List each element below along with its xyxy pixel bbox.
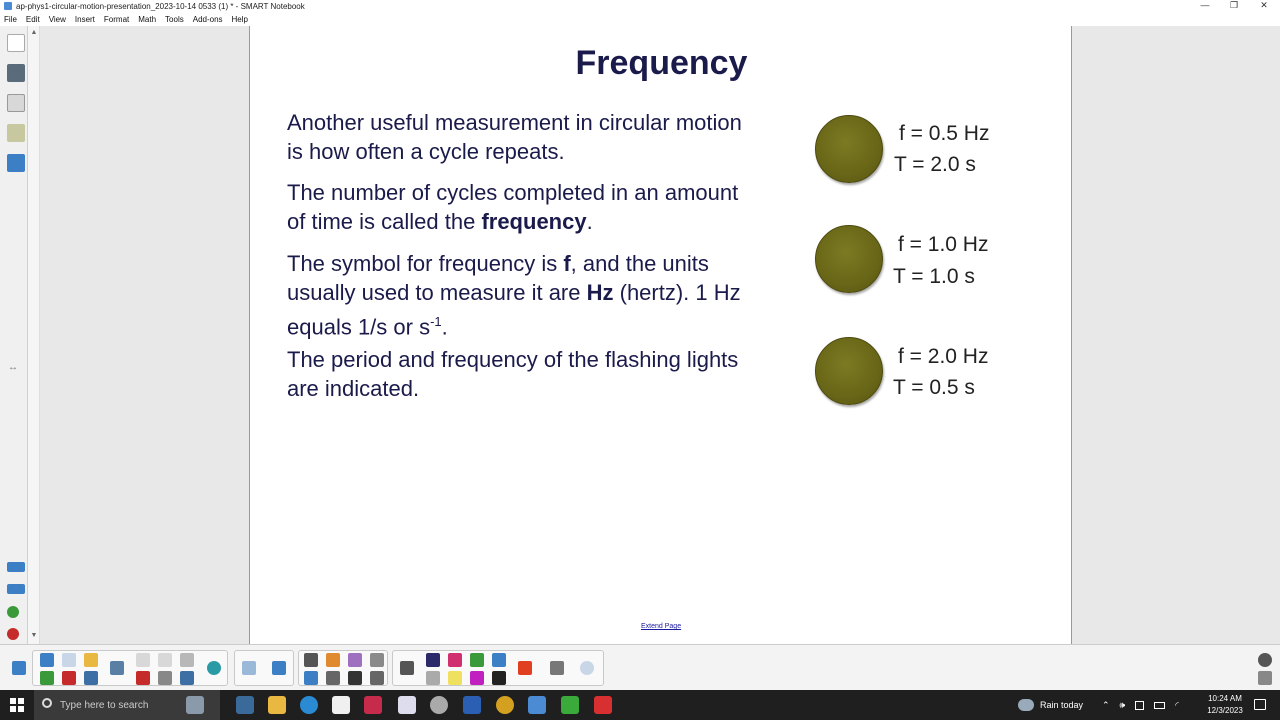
weather-text: Rain today — [1040, 700, 1084, 710]
rain-cloud-icon — [1018, 699, 1034, 711]
restore-button[interactable]: ❐ — [1229, 0, 1239, 10]
clock-date: 12/3/2023 — [1207, 706, 1243, 715]
windows-start-icon[interactable] — [10, 698, 24, 712]
scroll-up-icon[interactable]: ▲ — [30, 29, 38, 36]
app-gear-icon[interactable] — [430, 696, 448, 714]
response-icon[interactable] — [272, 661, 286, 675]
search-placeholder: Type here to search — [60, 699, 149, 711]
addons-icon[interactable] — [7, 154, 25, 172]
flashing-light-2[interactable] — [815, 225, 883, 293]
windows-taskbar — [0, 690, 1280, 720]
save-icon[interactable] — [84, 671, 98, 685]
fill-icon[interactable] — [370, 653, 384, 667]
magic-pen-icon[interactable] — [370, 671, 384, 685]
zoom-icon[interactable] — [180, 653, 194, 667]
flashing-light-1[interactable] — [815, 115, 883, 183]
tray-chevron-icon[interactable]: ⌃ — [1102, 699, 1110, 710]
color-palette-icon[interactable] — [518, 661, 532, 675]
paragraph-1: Another useful measurement in circular motion is how often a cycle repeats. — [287, 110, 742, 164]
pen-magenta-icon[interactable] — [470, 671, 484, 685]
pen-gray-icon[interactable] — [426, 671, 440, 685]
app-pen-icon[interactable] — [398, 696, 416, 714]
clock-time: 10:24 AM — [1208, 694, 1242, 703]
line-icon[interactable] — [348, 671, 362, 685]
word-icon[interactable] — [463, 696, 481, 714]
pen-pink-icon[interactable] — [448, 653, 462, 667]
app-green-icon[interactable] — [561, 696, 579, 714]
store-icon[interactable] — [332, 696, 350, 714]
flashing-light-3[interactable] — [815, 337, 883, 405]
delete-icon[interactable] — [136, 671, 150, 685]
attachments-icon[interactable] — [7, 94, 25, 112]
battery-icon[interactable] — [1154, 702, 1165, 709]
close-view-icon[interactable] — [180, 671, 194, 685]
text-icon[interactable] — [326, 671, 340, 685]
title-bar — [0, 0, 1280, 12]
menu-help[interactable]: Help — [231, 14, 248, 24]
page-sorter-icon[interactable] — [7, 34, 25, 52]
menu-edit[interactable]: Edit — [25, 14, 40, 24]
smart-notebook-taskbar-icon[interactable] — [528, 696, 546, 714]
add-page-toolbar-icon[interactable] — [40, 671, 54, 685]
shapes-icon[interactable] — [326, 653, 340, 667]
properties-icon[interactable] — [7, 124, 25, 142]
tray-app-icon[interactable] — [1135, 701, 1144, 710]
redo-icon[interactable] — [62, 653, 76, 667]
paragraph-3: The symbol for frequency is f, and the units usually used to measure it are Hz (hertz). 1 Hz equals 1/s or $s^{-1}$. — [287, 251, 741, 340]
pen-type-icon[interactable] — [400, 661, 414, 675]
slide-title: Frequency — [575, 44, 748, 82]
add-page-icon[interactable] — [7, 606, 19, 618]
extend-page-link[interactable]: Extend Page — [641, 623, 682, 630]
pen-blue-icon[interactable] — [492, 653, 506, 667]
pen-black-icon[interactable] — [492, 671, 506, 685]
task-view-icon[interactable] — [236, 696, 254, 714]
screen-icon[interactable] — [110, 661, 124, 675]
menu-view[interactable]: View — [48, 14, 66, 24]
chrome-icon[interactable] — [496, 696, 514, 714]
menu-file[interactable]: File — [4, 14, 17, 24]
toolbar-move-icon[interactable] — [1258, 671, 1272, 685]
activity-icon[interactable] — [207, 661, 221, 675]
math-icon[interactable] — [242, 661, 256, 675]
app-red-icon[interactable] — [364, 696, 382, 714]
clock[interactable] — [1200, 693, 1250, 717]
file-explorer-icon[interactable] — [268, 696, 286, 714]
light-3-period: T = 0.5 s — [893, 376, 975, 399]
close-button[interactable]: ✕ — [1260, 0, 1268, 10]
system-tray-icons — [1102, 690, 1189, 720]
light-2-period: T = 1.0 s — [893, 265, 975, 288]
side-tab-bar — [0, 26, 28, 644]
menu-addons[interactable]: Add-ons — [192, 14, 223, 24]
delete-page-toolbar-icon[interactable] — [62, 671, 76, 685]
notebook-page[interactable] — [249, 26, 1072, 644]
notification-icon[interactable] — [1254, 699, 1266, 710]
previous-page-icon[interactable] — [7, 562, 25, 572]
light-2-frequency: f = 1.0 Hz — [898, 233, 989, 256]
news-widget-icon[interactable] — [186, 696, 204, 714]
minimize-button[interactable]: — — [1200, 0, 1210, 10]
app-redbox-icon[interactable] — [594, 696, 612, 714]
gallery-icon[interactable] — [7, 64, 25, 82]
panel-resize-icon[interactable]: ↔ — [8, 362, 18, 373]
paste-icon[interactable] — [136, 653, 150, 667]
next-page-icon[interactable] — [7, 584, 25, 594]
back-icon[interactable] — [12, 661, 26, 675]
delete-page-icon[interactable] — [7, 628, 19, 640]
menu-insert[interactable]: Insert — [74, 14, 95, 24]
settings-gear-icon[interactable] — [1258, 653, 1272, 667]
open-icon[interactable] — [84, 653, 98, 667]
volume-icon[interactable]: 🕪 — [1119, 699, 1126, 710]
pen-dark-icon[interactable] — [426, 653, 440, 667]
fill-effect-icon[interactable] — [580, 661, 594, 675]
smart-notebook-app-icon — [4, 2, 12, 10]
paragraph-4: The period and frequency of the flashing lights are indicated. — [287, 347, 739, 401]
pen-yellow-icon[interactable] — [448, 671, 462, 685]
screen-shade-icon[interactable] — [158, 653, 172, 667]
scroll-down-icon[interactable]: ▼ — [30, 632, 38, 639]
menu-bar — [0, 12, 1280, 26]
light-3-frequency: f = 2.0 Hz — [898, 345, 989, 368]
eraser-icon[interactable] — [348, 653, 362, 667]
wifi-icon[interactable]: ◜ — [1175, 699, 1179, 710]
search-icon — [42, 698, 52, 708]
window-title: ap-phys1-circular-motion-presentation_2023-10-14 0533 (1) * - SMART Notebook — [16, 1, 305, 11]
weather-widget[interactable] — [1018, 690, 1083, 720]
paragraph-2: The number of cycles completed in an amount of time is called the frequency. — [287, 180, 739, 234]
menu-format[interactable]: Format — [103, 14, 130, 24]
pen-icon[interactable] — [304, 671, 318, 685]
light-1-frequency: f = 0.5 Hz — [899, 122, 990, 145]
undo-icon[interactable] — [40, 653, 54, 667]
light-1-period: T = 2.0 s — [894, 153, 976, 176]
side-scrollbar[interactable] — [28, 26, 40, 644]
menu-math[interactable]: Math — [138, 14, 157, 24]
select-icon[interactable] — [304, 653, 318, 667]
bottom-toolbar — [0, 644, 1280, 690]
pen-green-icon[interactable] — [470, 653, 484, 667]
table-icon[interactable] — [158, 671, 172, 685]
line-style-icon[interactable] — [550, 661, 564, 675]
menu-tools[interactable]: Tools — [165, 14, 184, 24]
edge-icon[interactable] — [300, 696, 318, 714]
